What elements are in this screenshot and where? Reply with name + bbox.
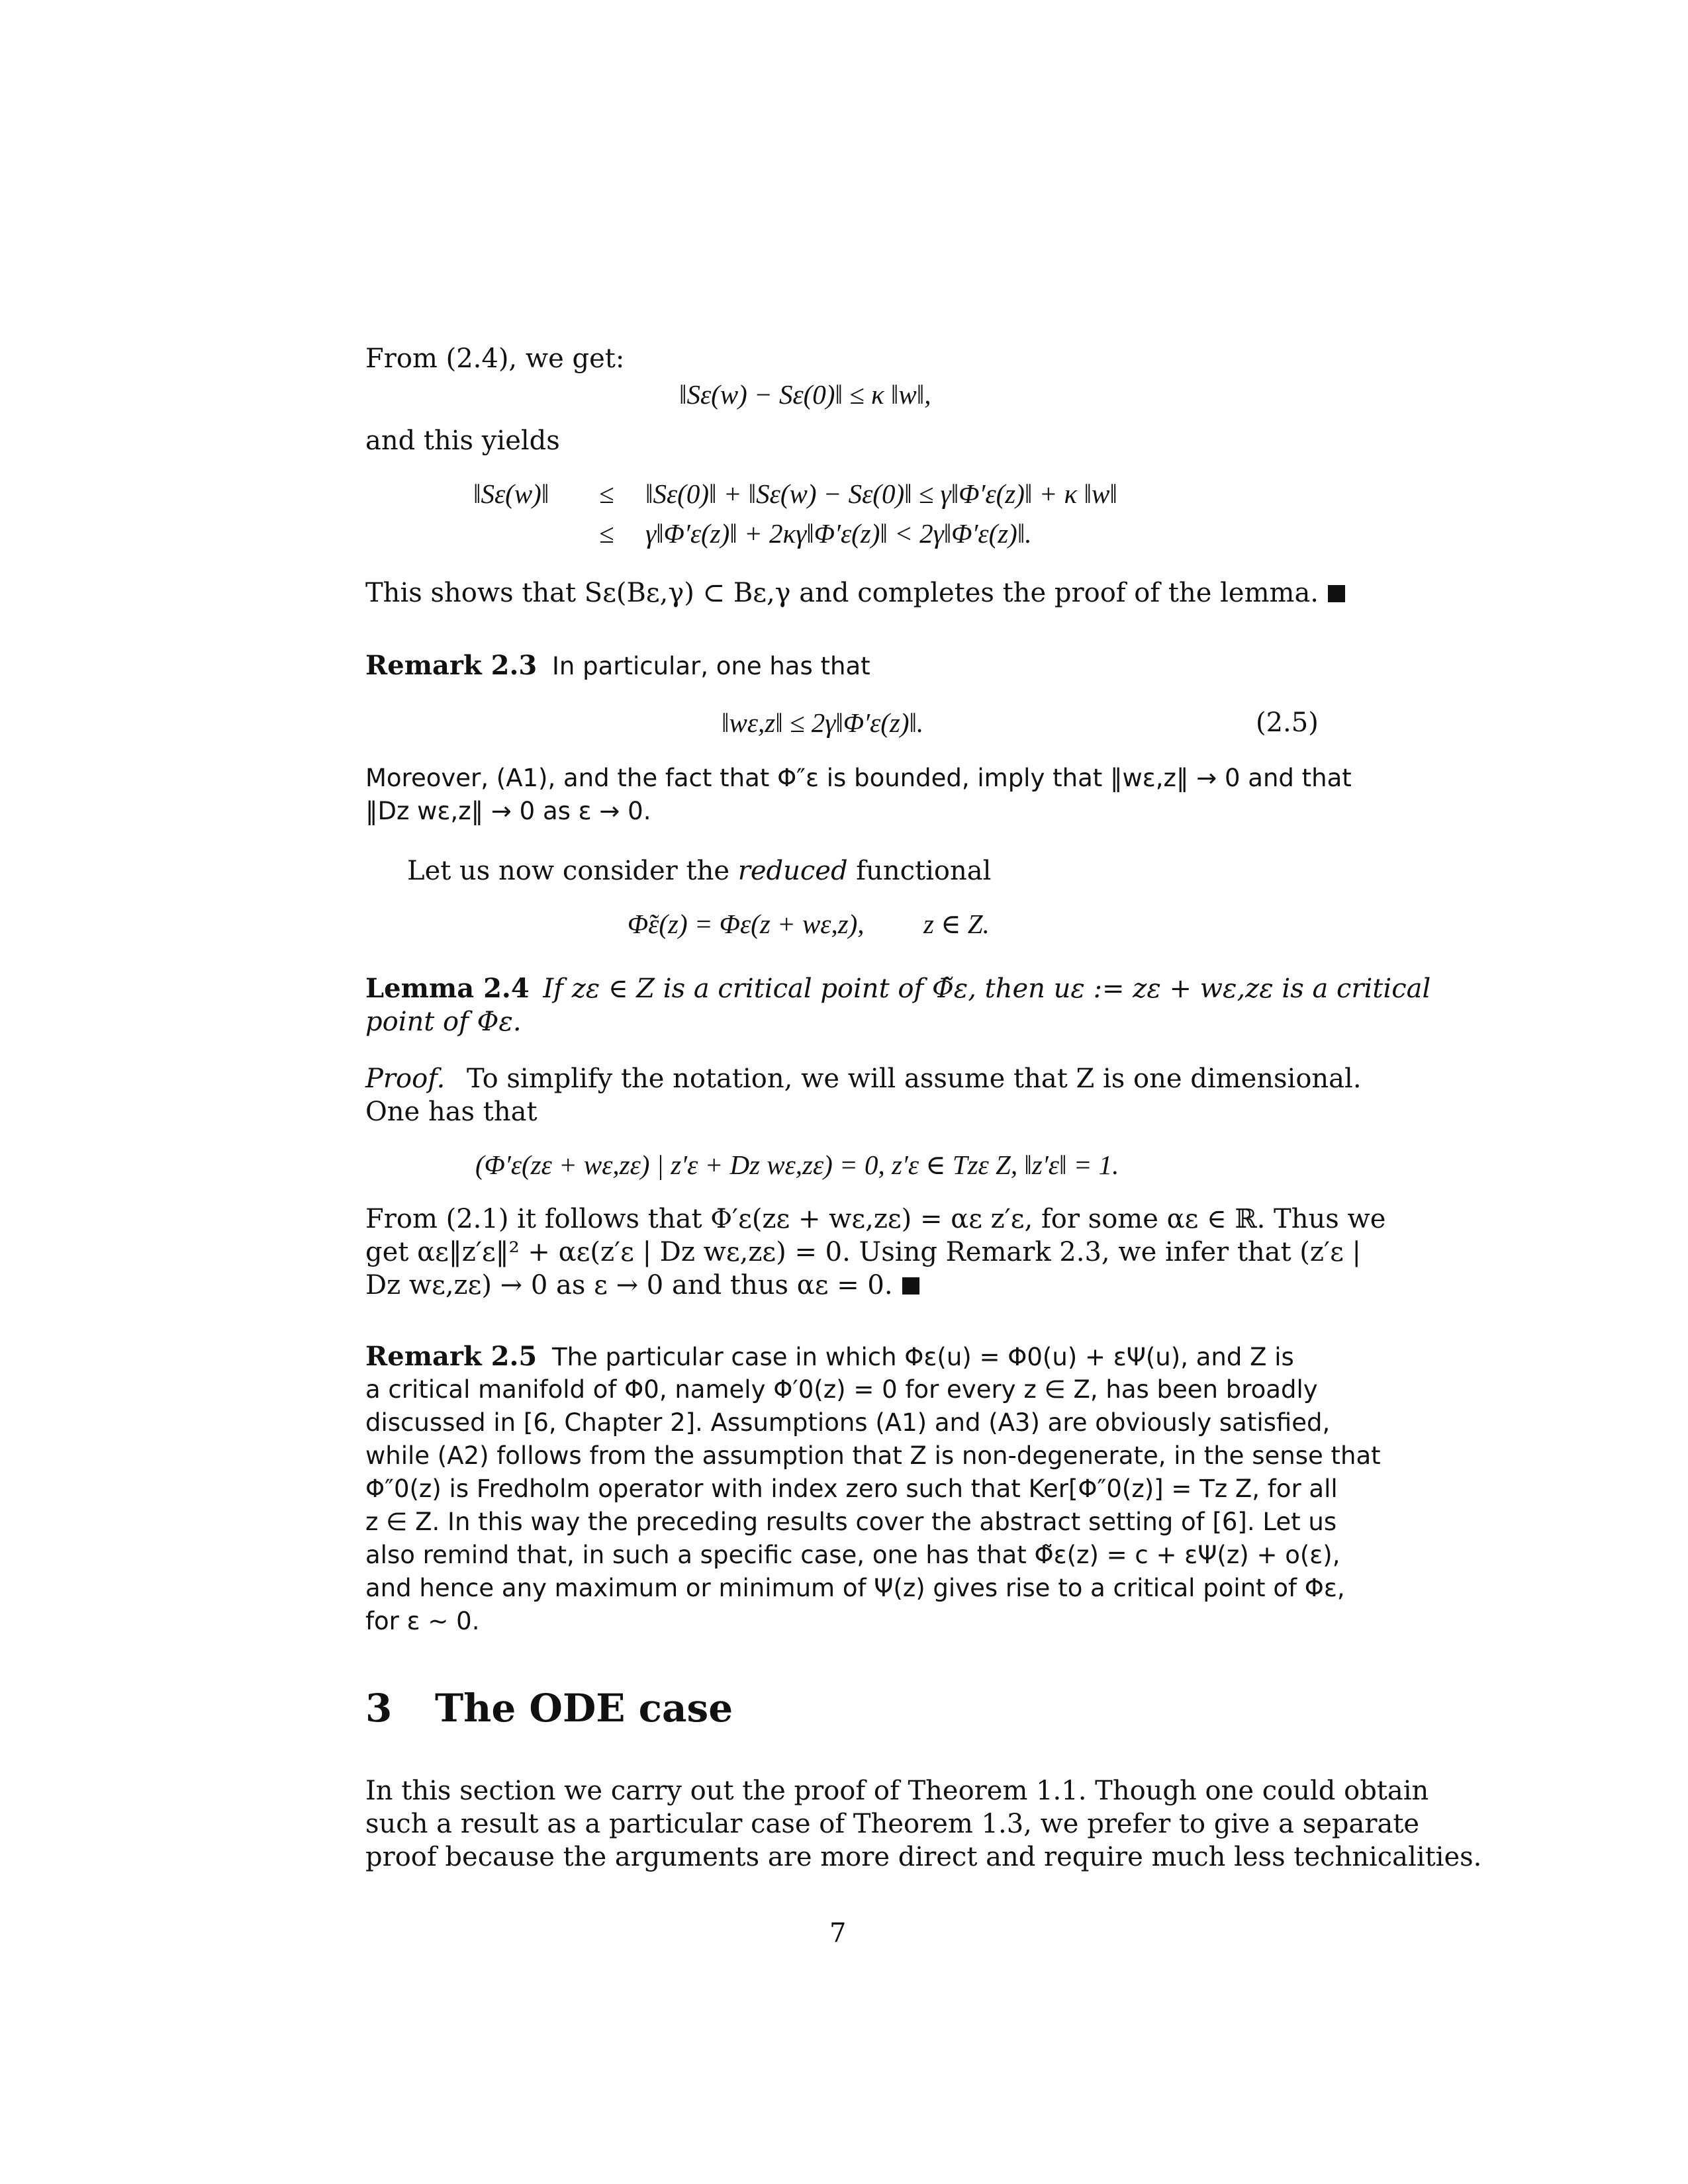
proof-line-3: From (2.1) it follows that Φ′ε(zε + wε,zε) = αε z′ε, for some αε ∈ ℝ. Thus we [365, 1204, 1386, 1234]
remark-2-3-line-2: ‖Dz wε,z‖ → 0 as ε → 0. [365, 797, 651, 825]
lemma-2-4-statement: If zε ∈ Z is a critical point of Φ̃ε, then uε := zε + wε,zε is a critical [543, 974, 1431, 1004]
remark-2-5-line-3: discussed in [6, Chapter 2]. Assumptions (A1) and (A3) are obviously satisfied, [365, 1408, 1331, 1437]
paragraph-reduced-functional [407, 855, 991, 887]
remark-2-5-line-5: Φ″0(z) is Fredholm operator with index zero such that Ker[Φ″0(z)] = Tz Z, for all [365, 1475, 1338, 1503]
lemma-2-4-label: Lemma 2.4 [365, 973, 530, 1004]
remark-2-3-intro: In particular, one has that [551, 652, 870, 680]
remark-2-3-label: Remark 2.3 [365, 650, 538, 681]
paragraph-this-yields: and this yields [365, 426, 560, 456]
remark-2-5-line-4: while (A2) follows from the assumption that Z is non-degenerate, in the sense that [365, 1441, 1381, 1470]
section-3-line-1: In this section we carry out the proof of Theorem 1.1. Though one could obtain [365, 1776, 1429, 1806]
remark-2-5-line-9: for ε ∼ 0. [365, 1607, 480, 1635]
remark-2-5-line-8: and hence any maximum or minimum of Ψ(z) gives rise to a critical point of Φε, [365, 1574, 1345, 1602]
remark-2-5-line-2: a critical manifold of Φ0, namely Φ′0(z) = 0 for every z ∈ Z, has been broadly [365, 1375, 1318, 1404]
equation-reduced-functional: Φ̃ε(z) = Φε(z + wε,z), [628, 909, 865, 939]
proof-text-1: To simplify the notation, we will assume that Z is one dimensional. [467, 1064, 1362, 1094]
equation-critical-condition: (Φ′ε(zε + wε,zε) | z′ε + Dz wε,zε) = 0, z′ε ∈ Tzε Z, ‖z′ε‖ = 1. [475, 1150, 1119, 1180]
proof-text-5: Dz wε,zε) → 0 as ε → 0 and thus αε = 0. [365, 1270, 893, 1300]
section-3-line-2: such a result as a particular case of Theorem 1.3, we prefer to give a separate [365, 1809, 1420, 1839]
equation-2-5: ‖wε,z‖ ≤ 2γ‖Φ′ε(z)‖. [722, 707, 924, 738]
equation-contraction: ‖Sε(w) − Sε(0)‖ ≤ κ ‖w‖, [679, 379, 931, 410]
remark-2-5-line-6: z ∈ Z. In this way the preceding results cover the abstract setting of [6]. Let us [365, 1508, 1337, 1536]
reduced-emphasis: reduced [737, 856, 848, 886]
equation-reduced-domain: z ∈ Z. [923, 909, 990, 939]
paragraph-from-2-4: From (2.4), we get: [365, 343, 625, 374]
reduced-intro-after: functional [847, 856, 992, 886]
equation-align-rel-1: ≤ [599, 478, 614, 509]
proof-line-1 [365, 1063, 1362, 1095]
lemma-2-4-line-2: point of Φε. [365, 1007, 522, 1037]
equation-align-lhs: ‖Sε(w)‖ [473, 478, 549, 509]
lemma-2-4-line-1 [365, 973, 1430, 1005]
section-title: The ODE case [435, 1686, 733, 1731]
section-3-line-3: proof because the arguments are more direct and require much less technicalities. [365, 1842, 1482, 1872]
paragraph-conclusion [365, 577, 1345, 609]
section-number: 3 [365, 1686, 393, 1731]
equation-align-rel-2: ≤ [599, 518, 614, 549]
qed-square-icon [902, 1277, 919, 1295]
remark-2-5-text-1: The particular case in which Φε(u) = Φ0(u) + εΨ(u), and Z is [551, 1343, 1294, 1371]
page-number: 7 [829, 1918, 847, 1948]
remark-2-5-line-1 [365, 1341, 1294, 1373]
equation-align-rhs-2: γ‖Φ′ε(z)‖ + 2κγ‖Φ′ε(z)‖ < 2γ‖Φ′ε(z)‖. [645, 518, 1032, 549]
equation-number-2-5: (2.5) [1256, 707, 1319, 738]
proof-line-2: One has that [365, 1097, 538, 1127]
remark-2-3-line-1: Moreover, (A1), and the fact that Φ″ε is bounded, imply that ‖wε,z‖ → 0 and that [365, 764, 1352, 792]
qed-square-icon [1328, 585, 1345, 602]
equation-align-rhs-1: ‖Sε(0)‖ + ‖Sε(w) − Sε(0)‖ ≤ γ‖Φ′ε(z)‖ + κ ‖w‖ [645, 478, 1117, 509]
remark-2-5-label: Remark 2.5 [365, 1341, 538, 1372]
conclusion-text: This shows that Sε(Bε,γ) ⊂ Bε,γ and completes the proof of the lemma. [365, 578, 1319, 608]
proof-line-4: get αε‖z′ε‖² + αε(z′ε | Dz wε,zε) = 0. Using Remark 2.3, we infer that (z′ε | [365, 1237, 1361, 1267]
remark-2-3-heading [365, 650, 870, 682]
proof-label: Proof. [365, 1064, 445, 1094]
reduced-intro-before: Let us now consider the [407, 856, 738, 886]
proof-line-5 [365, 1269, 919, 1301]
remark-2-5-line-7: also remind that, in such a specific case, one has that Φ̃ε(z) = c + εΨ(z) + o(ε), [365, 1541, 1340, 1569]
